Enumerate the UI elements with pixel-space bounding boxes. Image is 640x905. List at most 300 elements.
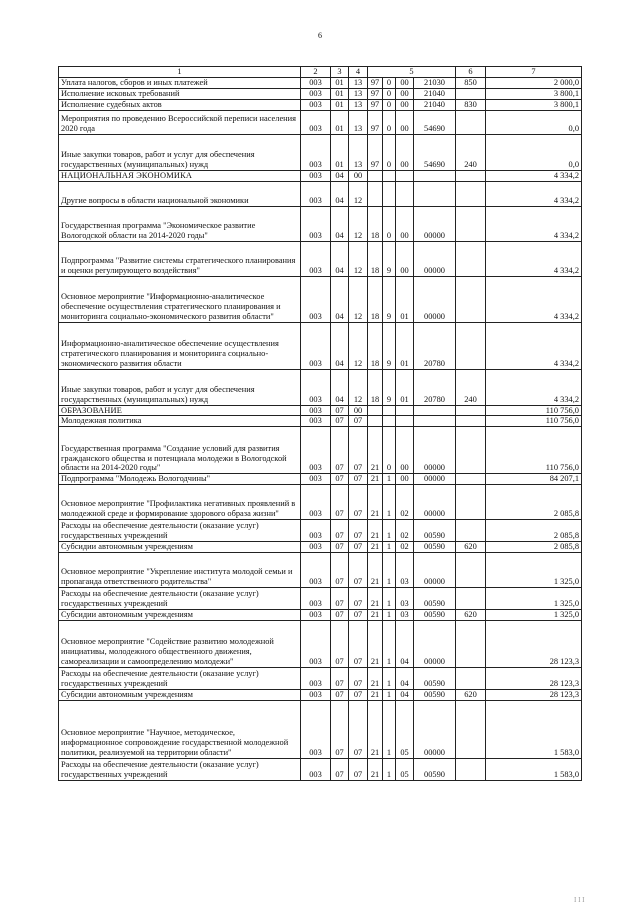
cell-vr — [456, 88, 486, 99]
cell-name: Иные закупки товаров, работ и услуг для обеспечения государственных (муниципальных) нужд — [59, 134, 301, 170]
cell-r: 05 — [396, 700, 414, 758]
cell-c4: 13 — [349, 134, 368, 170]
cell-vr: 830 — [456, 99, 486, 110]
cell-r: 04 — [396, 621, 414, 668]
cell-vr — [456, 170, 486, 181]
cell-c2: 003 — [301, 134, 331, 170]
cell-c4: 12 — [349, 322, 368, 369]
cell-vr — [456, 474, 486, 485]
cell-p: 97 — [368, 110, 383, 134]
header-col-7: 7 — [486, 67, 582, 78]
cell-c4: 12 — [349, 181, 368, 206]
cell-name: Иные закупки товаров, работ и услуг для обеспечения государственных (муниципальных) нужд — [59, 369, 301, 405]
cell-c2: 003 — [301, 99, 331, 110]
table-row — [59, 610, 582, 621]
cell-p: 21 — [368, 610, 383, 621]
cell-c4: 12 — [349, 206, 368, 241]
cell-c3: 01 — [331, 77, 349, 88]
cell-c3: 01 — [331, 134, 349, 170]
table-row — [59, 181, 582, 206]
header-col-1: 1 — [59, 67, 301, 78]
cell-c2: 003 — [301, 588, 331, 610]
table-body — [59, 67, 582, 781]
cell-vr — [456, 181, 486, 206]
cell-q: 1 — [383, 668, 396, 690]
cell-name: Субсидии автономным учреждениям — [59, 542, 301, 553]
cell-name: НАЦИОНАЛЬНАЯ ЭКОНОМИКА — [59, 170, 301, 181]
cell-q — [383, 405, 396, 416]
cell-c2: 003 — [301, 416, 331, 427]
cell-c3: 01 — [331, 99, 349, 110]
cell-vr — [456, 322, 486, 369]
cell-p: 18 — [368, 322, 383, 369]
cell-name: Расходы на обеспечение деятельности (оказание услуг) государственных учреждений — [59, 520, 301, 542]
cell-name: Основное мероприятие "Профилактика негативных проявлений в молодежной среде и формирование здорового образа жизни" — [59, 485, 301, 520]
cell-name: Молодежная политика — [59, 416, 301, 427]
cell-c4: 00 — [349, 405, 368, 416]
cell-p: 21 — [368, 668, 383, 690]
cell-name: Подпрограмма "Развитие системы стратегического планирования и оценки регулирующего воздействия" — [59, 241, 301, 276]
cell-r — [396, 170, 414, 181]
cell-q — [383, 416, 396, 427]
page-number: 6 — [318, 31, 322, 40]
cell-p: 21 — [368, 690, 383, 701]
cell-c4: 07 — [349, 588, 368, 610]
cell-r: 02 — [396, 485, 414, 520]
cell-c2: 003 — [301, 110, 331, 134]
table-row — [59, 276, 582, 322]
cell-vr — [456, 588, 486, 610]
cell-vr — [456, 276, 486, 322]
table-row — [59, 588, 582, 610]
cell-vr: 620 — [456, 610, 486, 621]
cell-q: 9 — [383, 276, 396, 322]
cell-c3: 04 — [331, 170, 349, 181]
cell-name: Государственная программа "Экономическое развитие Вологодской области на 2014-2020 годы" — [59, 206, 301, 241]
cell-sum: 1 325,0 — [486, 553, 582, 588]
cell-c2: 003 — [301, 241, 331, 276]
cell-c4: 07 — [349, 416, 368, 427]
cell-s: 00000 — [414, 427, 456, 474]
cell-c4: 07 — [349, 553, 368, 588]
cell-p: 97 — [368, 77, 383, 88]
cell-q: 1 — [383, 542, 396, 553]
cell-vr — [456, 621, 486, 668]
table-row — [59, 99, 582, 110]
cell-c2: 003 — [301, 181, 331, 206]
cell-r: 00 — [396, 88, 414, 99]
cell-p: 97 — [368, 99, 383, 110]
cell-s: 20780 — [414, 369, 456, 405]
cell-p: 21 — [368, 700, 383, 758]
cell-sum: 3 800,1 — [486, 99, 582, 110]
cell-q: 0 — [383, 427, 396, 474]
cell-c2: 003 — [301, 758, 331, 780]
cell-sum: 0,0 — [486, 134, 582, 170]
cell-r — [396, 181, 414, 206]
header-row — [59, 67, 582, 78]
cell-vr — [456, 241, 486, 276]
cell-s: 00590 — [414, 690, 456, 701]
cell-r: 02 — [396, 542, 414, 553]
cell-r: 00 — [396, 241, 414, 276]
header-col-4: 4 — [349, 67, 368, 78]
cell-c3: 07 — [331, 553, 349, 588]
cell-c3: 07 — [331, 405, 349, 416]
table-row — [59, 758, 582, 780]
cell-s: 00000 — [414, 206, 456, 241]
table-row — [59, 405, 582, 416]
cell-p — [368, 181, 383, 206]
cell-q: 0 — [383, 206, 396, 241]
cell-sum: 2 085,8 — [486, 542, 582, 553]
cell-c2: 003 — [301, 322, 331, 369]
cell-c2: 003 — [301, 474, 331, 485]
cell-p: 21 — [368, 485, 383, 520]
cell-p: 21 — [368, 474, 383, 485]
cell-s: 21040 — [414, 88, 456, 99]
cell-sum: 4 334,2 — [486, 206, 582, 241]
cell-sum: 4 334,2 — [486, 241, 582, 276]
cell-sum: 0,0 — [486, 110, 582, 134]
header-col-6: 6 — [456, 67, 486, 78]
cell-sum: 2 000,0 — [486, 77, 582, 88]
cell-c2: 003 — [301, 427, 331, 474]
cell-s: 00590 — [414, 668, 456, 690]
cell-q: 1 — [383, 553, 396, 588]
cell-c4: 07 — [349, 485, 368, 520]
cell-sum: 28 123,3 — [486, 621, 582, 668]
cell-q: 9 — [383, 322, 396, 369]
cell-c3: 04 — [331, 206, 349, 241]
cell-c4: 07 — [349, 621, 368, 668]
cell-r: 04 — [396, 690, 414, 701]
cell-r — [396, 405, 414, 416]
cell-q: 1 — [383, 700, 396, 758]
cell-p: 18 — [368, 369, 383, 405]
cell-q: 1 — [383, 621, 396, 668]
cell-r: 03 — [396, 553, 414, 588]
cell-r: 01 — [396, 276, 414, 322]
cell-c3: 07 — [331, 610, 349, 621]
cell-name: Информационно-аналитическое обеспечение осуществления стратегического планирования и мониторинга социально-экономического развития области — [59, 322, 301, 369]
cell-c4: 07 — [349, 668, 368, 690]
cell-r: 05 — [396, 758, 414, 780]
cell-r: 00 — [396, 77, 414, 88]
cell-s — [414, 181, 456, 206]
cell-p: 21 — [368, 542, 383, 553]
cell-q: 0 — [383, 110, 396, 134]
cell-c3: 07 — [331, 542, 349, 553]
cell-c3: 07 — [331, 416, 349, 427]
table-row — [59, 553, 582, 588]
cell-name: Уплата налогов, сборов и иных платежей — [59, 77, 301, 88]
cell-q — [383, 181, 396, 206]
cell-s — [414, 416, 456, 427]
cell-sum: 110 756,0 — [486, 416, 582, 427]
cell-c3: 07 — [331, 485, 349, 520]
cell-s: 00000 — [414, 241, 456, 276]
cell-name: Основное мероприятие "Научное, методическое, информационное сопровождение государственной молодежной политики, реализуемой на территории области" — [59, 700, 301, 758]
cell-c4: 12 — [349, 276, 368, 322]
cell-c2: 003 — [301, 170, 331, 181]
cell-r: 00 — [396, 427, 414, 474]
cell-s: 00000 — [414, 276, 456, 322]
cell-sum: 2 085,8 — [486, 485, 582, 520]
cell-sum: 84 207,1 — [486, 474, 582, 485]
table-row — [59, 700, 582, 758]
cell-s: 00000 — [414, 621, 456, 668]
cell-c2: 003 — [301, 206, 331, 241]
cell-vr: 620 — [456, 542, 486, 553]
cell-s: 00590 — [414, 520, 456, 542]
cell-sum: 110 756,0 — [486, 405, 582, 416]
cell-sum: 4 334,2 — [486, 276, 582, 322]
cell-c4: 07 — [349, 700, 368, 758]
cell-c3: 01 — [331, 110, 349, 134]
cell-c3: 07 — [331, 668, 349, 690]
cell-sum: 1 325,0 — [486, 588, 582, 610]
cell-sum: 2 085,8 — [486, 520, 582, 542]
cell-sum: 28 123,3 — [486, 690, 582, 701]
cell-c3: 04 — [331, 181, 349, 206]
cell-name: Основное мероприятие "Укрепление института молодой семьи и пропаганда ответственного родительства" — [59, 553, 301, 588]
cell-c3: 07 — [331, 700, 349, 758]
cell-q: 1 — [383, 520, 396, 542]
cell-s: 00000 — [414, 485, 456, 520]
cell-name: Субсидии автономным учреждениям — [59, 610, 301, 621]
cell-s — [414, 170, 456, 181]
cell-s: 00590 — [414, 588, 456, 610]
cell-r: 00 — [396, 99, 414, 110]
cell-c3: 07 — [331, 758, 349, 780]
cell-c4: 07 — [349, 542, 368, 553]
cell-c4: 12 — [349, 369, 368, 405]
cell-c2: 003 — [301, 700, 331, 758]
cell-name: Исполнение исковых требований — [59, 88, 301, 99]
cell-p: 21 — [368, 520, 383, 542]
cell-c2: 003 — [301, 520, 331, 542]
cell-s: 00000 — [414, 474, 456, 485]
cell-s: 00590 — [414, 610, 456, 621]
cell-r: 00 — [396, 110, 414, 134]
cell-sum: 4 334,2 — [486, 322, 582, 369]
cell-c4: 13 — [349, 99, 368, 110]
cell-sum: 110 756,0 — [486, 427, 582, 474]
cell-c2: 003 — [301, 690, 331, 701]
header-col-3: 3 — [331, 67, 349, 78]
corner-mark: I I I — [574, 896, 585, 904]
cell-p: 21 — [368, 553, 383, 588]
table-row — [59, 88, 582, 99]
cell-p: 18 — [368, 241, 383, 276]
cell-p: 21 — [368, 758, 383, 780]
cell-sum: 1 583,0 — [486, 758, 582, 780]
cell-c2: 003 — [301, 542, 331, 553]
table-row — [59, 241, 582, 276]
table-row — [59, 520, 582, 542]
cell-vr: 240 — [456, 369, 486, 405]
cell-c2: 003 — [301, 369, 331, 405]
table-row — [59, 170, 582, 181]
cell-s: 00590 — [414, 542, 456, 553]
cell-c3: 04 — [331, 276, 349, 322]
table-row — [59, 427, 582, 474]
cell-s: 00000 — [414, 553, 456, 588]
cell-name: Основное мероприятие "Информационно-аналитическое обеспечение осуществления стратегического планирования и мониторинга социально-экономического развития области" — [59, 276, 301, 322]
cell-r: 01 — [396, 322, 414, 369]
cell-c2: 003 — [301, 610, 331, 621]
cell-sum: 28 123,3 — [486, 668, 582, 690]
cell-c4: 07 — [349, 520, 368, 542]
cell-sum: 4 334,2 — [486, 170, 582, 181]
cell-c3: 04 — [331, 369, 349, 405]
cell-c2: 003 — [301, 668, 331, 690]
cell-c3: 07 — [331, 621, 349, 668]
budget-table — [58, 66, 582, 781]
table-row — [59, 690, 582, 701]
cell-s: 20780 — [414, 322, 456, 369]
cell-r — [396, 416, 414, 427]
cell-c3: 04 — [331, 322, 349, 369]
cell-p: 18 — [368, 206, 383, 241]
cell-vr — [456, 520, 486, 542]
cell-s: 21030 — [414, 77, 456, 88]
cell-q: 0 — [383, 77, 396, 88]
cell-r: 01 — [396, 369, 414, 405]
cell-c2: 003 — [301, 405, 331, 416]
cell-r: 03 — [396, 610, 414, 621]
cell-p: 97 — [368, 88, 383, 99]
table-row — [59, 322, 582, 369]
cell-q: 1 — [383, 610, 396, 621]
cell-r: 04 — [396, 668, 414, 690]
table-row — [59, 110, 582, 134]
cell-s: 54690 — [414, 134, 456, 170]
cell-c2: 003 — [301, 276, 331, 322]
header-col-5: 5 — [368, 67, 456, 78]
cell-s: 00590 — [414, 758, 456, 780]
cell-c4: 13 — [349, 110, 368, 134]
cell-name: Субсидии автономным учреждениям — [59, 690, 301, 701]
cell-c3: 07 — [331, 427, 349, 474]
cell-s: 00000 — [414, 700, 456, 758]
table-row — [59, 621, 582, 668]
cell-p: 21 — [368, 427, 383, 474]
cell-name: Государственная программа "Создание условий для развития гражданского общества и потенциала молодежи в Вологодской области на 2014-2020 годы" — [59, 427, 301, 474]
header-col-2: 2 — [301, 67, 331, 78]
cell-name: Основное мероприятие "Содействие развитию молодежной инициативы, молодежного общественного движения, самореализации и самоопределению молодежи" — [59, 621, 301, 668]
cell-q: 1 — [383, 588, 396, 610]
cell-p: 21 — [368, 588, 383, 610]
cell-p: 21 — [368, 621, 383, 668]
cell-vr: 240 — [456, 134, 486, 170]
cell-vr: 850 — [456, 77, 486, 88]
cell-q — [383, 170, 396, 181]
cell-r: 03 — [396, 588, 414, 610]
table-row — [59, 369, 582, 405]
cell-vr — [456, 416, 486, 427]
cell-c4: 07 — [349, 610, 368, 621]
cell-r: 02 — [396, 520, 414, 542]
cell-c4: 12 — [349, 241, 368, 276]
cell-name: Подпрограмма "Молодежь Вологодчины" — [59, 474, 301, 485]
cell-name: ОБРАЗОВАНИЕ — [59, 405, 301, 416]
cell-q: 9 — [383, 369, 396, 405]
cell-vr — [456, 485, 486, 520]
cell-c3: 01 — [331, 88, 349, 99]
cell-name: Расходы на обеспечение деятельности (оказание услуг) государственных учреждений — [59, 668, 301, 690]
cell-p — [368, 170, 383, 181]
cell-vr — [456, 405, 486, 416]
cell-sum: 1 583,0 — [486, 700, 582, 758]
cell-c3: 07 — [331, 690, 349, 701]
cell-c4: 00 — [349, 170, 368, 181]
cell-p — [368, 405, 383, 416]
cell-c4: 07 — [349, 427, 368, 474]
cell-sum: 4 334,2 — [486, 181, 582, 206]
cell-vr — [456, 427, 486, 474]
cell-vr — [456, 758, 486, 780]
cell-q: 0 — [383, 134, 396, 170]
table-row — [59, 134, 582, 170]
cell-c4: 07 — [349, 690, 368, 701]
cell-vr: 620 — [456, 690, 486, 701]
cell-c2: 003 — [301, 621, 331, 668]
cell-vr — [456, 668, 486, 690]
cell-q: 1 — [383, 758, 396, 780]
cell-name: Мероприятия по проведению Всероссийской переписи населения 2020 года — [59, 110, 301, 134]
cell-vr — [456, 110, 486, 134]
cell-p: 97 — [368, 134, 383, 170]
cell-c4: 13 — [349, 77, 368, 88]
cell-r: 00 — [396, 474, 414, 485]
cell-c3: 07 — [331, 588, 349, 610]
cell-c4: 07 — [349, 474, 368, 485]
cell-c3: 07 — [331, 474, 349, 485]
cell-c2: 003 — [301, 77, 331, 88]
cell-vr — [456, 700, 486, 758]
cell-s — [414, 405, 456, 416]
cell-q: 1 — [383, 474, 396, 485]
cell-name: Расходы на обеспечение деятельности (оказание услуг) государственных учреждений — [59, 588, 301, 610]
cell-p: 18 — [368, 276, 383, 322]
table-row — [59, 542, 582, 553]
cell-name: Исполнение судебных актов — [59, 99, 301, 110]
cell-r: 00 — [396, 206, 414, 241]
cell-c3: 04 — [331, 241, 349, 276]
table-row — [59, 474, 582, 485]
cell-vr — [456, 206, 486, 241]
cell-name: Расходы на обеспечение деятельности (оказание услуг) государственных учреждений — [59, 758, 301, 780]
cell-s: 21040 — [414, 99, 456, 110]
cell-q: 0 — [383, 88, 396, 99]
cell-c4: 07 — [349, 758, 368, 780]
cell-name: Другие вопросы в области национальной экономики — [59, 181, 301, 206]
cell-s: 54690 — [414, 110, 456, 134]
cell-p — [368, 416, 383, 427]
cell-q: 1 — [383, 485, 396, 520]
cell-sum: 4 334,2 — [486, 369, 582, 405]
table-row — [59, 485, 582, 520]
cell-q: 1 — [383, 690, 396, 701]
cell-q: 9 — [383, 241, 396, 276]
cell-sum: 3 800,1 — [486, 88, 582, 99]
table-row — [59, 77, 582, 88]
cell-c4: 13 — [349, 88, 368, 99]
cell-c3: 07 — [331, 520, 349, 542]
table-row — [59, 416, 582, 427]
